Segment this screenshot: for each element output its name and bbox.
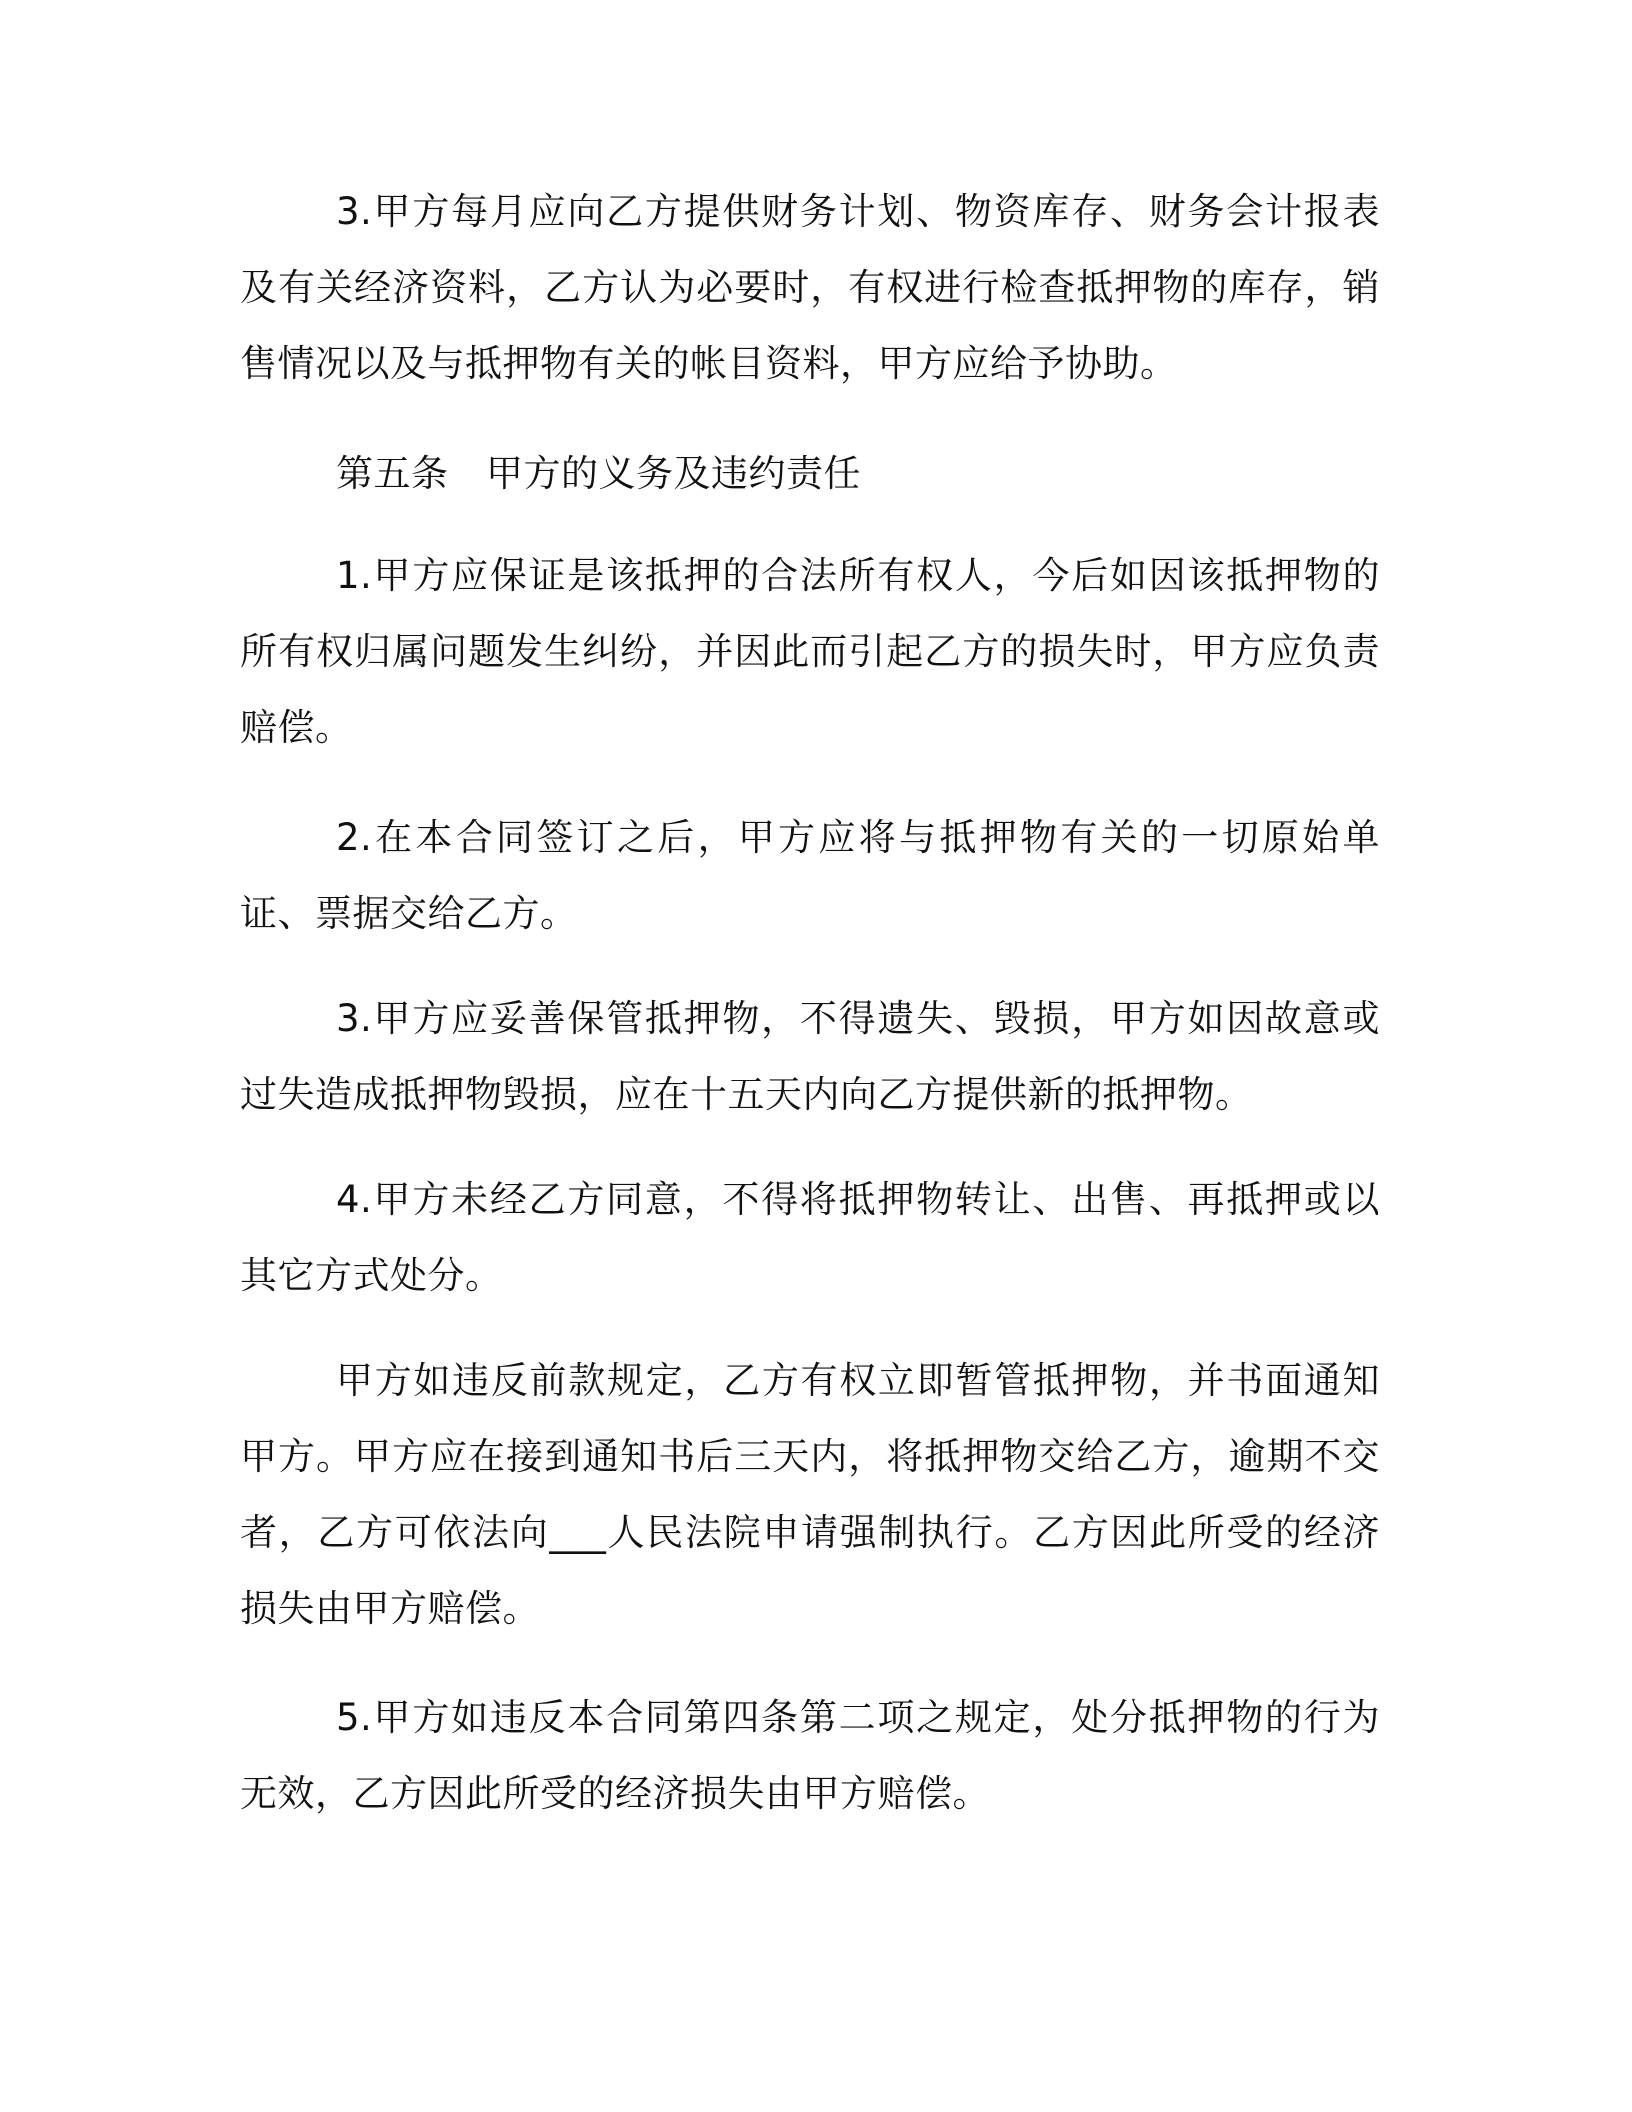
paragraph-text: 3.甲方每月应向乙方提供财务计划、物资库存、财务会计报表及有关经济资料，乙方认为必要时，有权进行检查抵押物的库存，销售情况以及与抵押物有关的帐目资料，甲方应给予协助。: [240, 190, 1380, 385]
paragraph-text: 3.甲方应妥善保管抵押物，不得遗失、毁损，甲方如因故意或过失造成抵押物毁损，应在十五天内向乙方提供新的抵押物。: [240, 997, 1380, 1116]
paragraph-5: [240, 1162, 1380, 1314]
paragraph-6: [240, 1343, 1380, 1647]
paragraph-1: [240, 174, 1380, 402]
paragraph-2: [240, 538, 1380, 766]
section-heading: 第五条 甲方的义务及违约责任: [336, 452, 861, 495]
paragraph-text: 甲方如违反前款规定，乙方有权立即暂管抵押物，并书面通知甲方。甲方应在接到通知书后三天内，将抵押物交给乙方，逾期不交者，乙方可依法向___人民法院申请强制执行。乙方因此所受的经济损失由甲方赔偿。: [240, 1359, 1380, 1630]
paragraph-text: 5.甲方如违反本合同第四条第二项之规定，处分抵押物的行为无效，乙方因此所受的经济损失由甲方赔偿。: [240, 1696, 1380, 1815]
article-5-heading: [240, 436, 1380, 512]
paragraph-text: 4.甲方未经乙方同意，不得将抵押物转让、出售、再抵押或以其它方式处分。: [240, 1178, 1380, 1297]
paragraph-text: 1.甲方应保证是该抵押的合法所有权人，今后如因该抵押物的所有权归属问题发生纠纷，并因此而引起乙方的损失时，甲方应负责赔偿。: [240, 554, 1380, 749]
paragraph-3: [240, 800, 1380, 952]
paragraph-4: [240, 981, 1380, 1133]
paragraph-7: [240, 1680, 1380, 1832]
paragraph-text: 2.在本合同签订之后，甲方应将与抵押物有关的一切原始单证、票据交给乙方。: [240, 816, 1380, 935]
